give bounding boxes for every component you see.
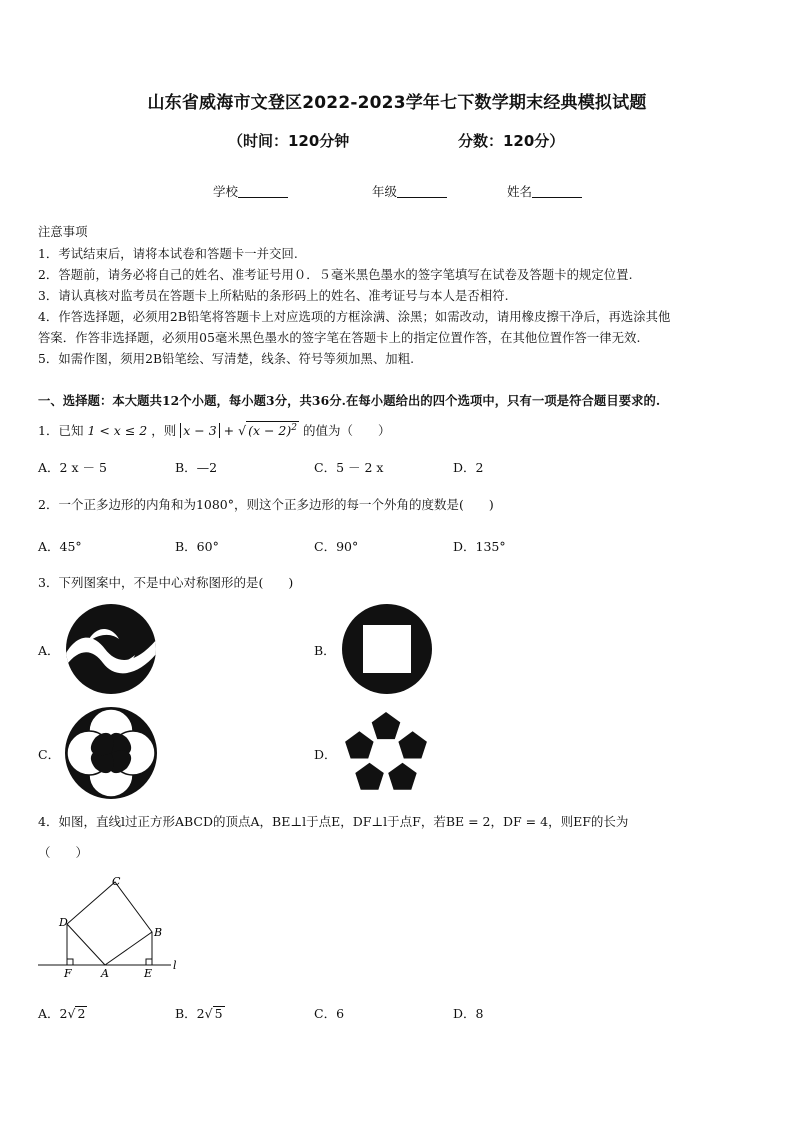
q1-suffix: 的值为（ ） [302, 423, 391, 439]
figure-a-wave-pattern[interactable] [65, 603, 157, 695]
pentagon [355, 763, 384, 790]
school-field [213, 182, 288, 200]
question-3: 3．下列图案中，不是中心对称图形的是( ) [38, 575, 294, 590]
note-item: 5．如需作图，须用2B铅笔绘、写清楚，线条、符号等须加黑、加粗. [38, 352, 415, 366]
question-4: 4．如图，直线l过正方形ABCD的顶点A，BE⊥l于点E，DF⊥l于点F，若BE = 2，DF = 4，则EF的长为 [38, 814, 629, 829]
label-a: A [101, 967, 109, 980]
section-heading: 一、选择题：本大题共12个小题，每小题3分，共36分.在每小题给出的四个选项中，只有一项是符合题目要求的. [38, 393, 661, 408]
name-blank [532, 185, 582, 198]
q4-geometry-figure [38, 870, 188, 980]
q4-b-radicand: 5 [214, 1006, 223, 1021]
name-field [507, 182, 582, 200]
question-2: 2．一个正多边形的内角和为1080°，则这个正多边形的每一个外角的度数是( ) [38, 497, 494, 512]
q1-abs [180, 423, 219, 438]
note-item: 2．答题前，请务必将自己的姓名、准考证号用０．５毫米黑色墨水的签字笔填写在试卷及答题卡的规定位置. [38, 268, 633, 282]
radical-sign: √ [67, 1006, 76, 1021]
label-d: D [59, 916, 68, 929]
exam-time: （时间：120分钟 [228, 132, 350, 150]
exam-score: 分数：120分） [458, 132, 565, 150]
note-item: 1．考试结束后，请将本试卷和答题卡一并交回. [38, 247, 298, 261]
page-title: 山东省威海市文登区2022-2023学年七下数学期末经典模拟试题 [147, 93, 647, 113]
q1-mid: ，则 [151, 423, 177, 439]
q4-option-a[interactable] [38, 1004, 87, 1022]
q2-option-c[interactable]: C．90° [314, 539, 359, 554]
q4-a-radicand: 2 [77, 1006, 86, 1021]
label-c: C [112, 875, 121, 888]
name-label: 姓名 [507, 184, 533, 199]
label-f: F [64, 967, 72, 980]
q2-option-a[interactable]: A．45° [38, 539, 82, 554]
notes-heading: 注意事项 [38, 225, 88, 239]
pentagon [345, 731, 374, 758]
pentagon [388, 763, 417, 790]
pentagon [372, 712, 401, 739]
grade-blank [397, 185, 447, 198]
q1-option-c[interactable]: C．5 － 2 x [314, 460, 384, 475]
q1-prefix: 1．已知 [38, 423, 84, 439]
radical-sign: √ [204, 1006, 213, 1021]
question-1 [38, 421, 391, 439]
grade-field [372, 182, 447, 200]
q4-option-b[interactable] [175, 1004, 225, 1022]
note-item: 答案．作答非选择题，必须用05毫米黑色墨水的签字笔在答题卡上的指定位置作答，在其他位置作答一律无效. [38, 331, 641, 345]
figure-b-square-in-circle[interactable] [341, 603, 433, 695]
label-b: B [154, 926, 163, 939]
q1-exponent: 2 [291, 423, 297, 433]
q4-option-d[interactable]: D．8 [453, 1006, 484, 1021]
q1-option-b[interactable]: B．—2 [175, 460, 218, 475]
label-e: E [144, 967, 153, 980]
q4-paren: （ ） [38, 845, 89, 860]
grade-label: 年级 [372, 184, 398, 199]
note-item: 3．请认真核对监考员在答题卡上所粘贴的条形码上的姓名、准考证号与本人是否相符. [38, 289, 509, 303]
note-item: 4．作答选择题，必须用2B铅笔将答题卡上对应选项的方框涂满、涂黑；如需改动，请用橡皮擦干净后，再选涂其他 [38, 310, 671, 324]
pentagon [398, 731, 427, 758]
q2-option-d[interactable]: D．135° [453, 539, 506, 554]
q4-option-c[interactable]: C．6 [314, 1006, 345, 1021]
q3-label-c[interactable]: C． [38, 747, 61, 762]
q3-label-a[interactable]: A． [38, 643, 60, 658]
q1-radicand [246, 421, 299, 437]
school-blank [238, 185, 288, 198]
q1-option-d[interactable]: D．2 [453, 460, 484, 475]
figure-c-four-petals[interactable] [65, 707, 157, 799]
figure-d-five-pentagons[interactable] [338, 705, 434, 801]
q1-abs-expr: x − 3 [183, 423, 217, 439]
radical-sign: √ [238, 423, 247, 439]
q1-condition: 1 < x ≤ 2 [87, 423, 148, 439]
q3-label-d[interactable]: D． [314, 747, 337, 762]
q3-label-b[interactable]: B． [314, 643, 336, 658]
q1-option-a[interactable]: A．2 x － 5 [38, 460, 107, 475]
school-label: 学校 [213, 184, 239, 199]
q4-a-prefix: A．2 [38, 1006, 68, 1021]
label-l: l [173, 959, 177, 972]
q2-option-b[interactable]: B．60° [175, 539, 219, 554]
q1-rad-expr: (x − 2) [248, 423, 292, 439]
q1-plus: + [223, 423, 235, 439]
q4-b-prefix: B．2 [175, 1006, 205, 1021]
